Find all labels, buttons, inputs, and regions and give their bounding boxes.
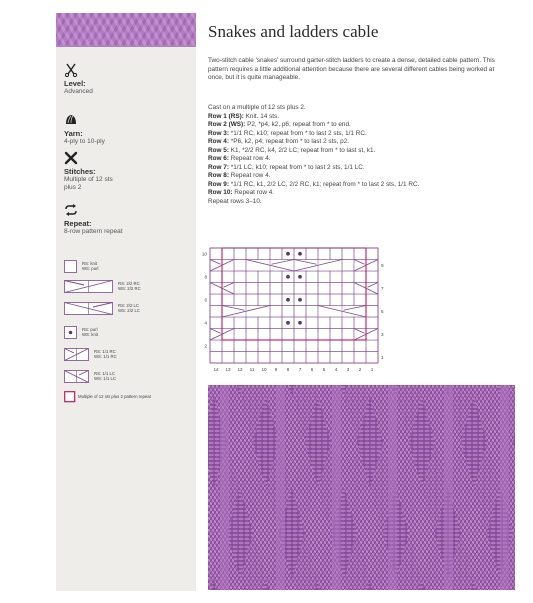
row-label: Row 9: <box>208 180 229 188</box>
cast-on-line: Cast on a multiple of 12 sts plus 2. <box>208 104 306 111</box>
row-text: Repeat row 4. <box>230 155 271 163</box>
row-label: Row 7: <box>208 163 229 171</box>
column-number: 12 <box>237 367 243 372</box>
purl-dot <box>298 321 302 325</box>
legend-purl-line2: WS: knit <box>82 332 98 338</box>
column-number: 3 <box>346 367 350 372</box>
row-line <box>208 147 518 156</box>
row-label: Row 1 (RS): <box>208 112 244 120</box>
column-number: 5 <box>322 367 326 372</box>
sidebar <box>56 13 196 591</box>
page-title: Snakes and ladders cable <box>208 22 379 41</box>
row-label: Row 4: <box>208 138 229 146</box>
row-text: Repeat row 4. <box>234 189 275 197</box>
legend-2-2-lc-line2: WS: 2/2 LC <box>118 308 140 314</box>
knit-symbol <box>64 260 78 274</box>
stitches-value-2: plus 2 <box>64 184 82 191</box>
stitches-label: Stitches: <box>64 167 96 176</box>
column-number: 9 <box>274 367 278 372</box>
level-info <box>64 63 93 96</box>
row-text: K1, *2/2 RC, k4, 2/2 LC; repeat from * to last st, k1. <box>230 146 376 154</box>
row-line <box>208 189 518 198</box>
repeat-info <box>64 203 123 236</box>
row-line <box>208 138 518 147</box>
row-number-right: 1 <box>381 354 384 360</box>
purl-dot <box>298 252 302 256</box>
repeat-line: Repeat rows 3–10. <box>208 198 262 206</box>
row-label: Row 2 (WS): <box>208 121 246 129</box>
rc-2-2-symbol <box>64 280 114 294</box>
row-line <box>208 121 518 130</box>
lc-1-1-symbol <box>64 370 90 384</box>
row-text: Knit. 14 sts. <box>245 112 280 120</box>
row-line <box>208 172 518 181</box>
row-number-right: 7 <box>381 285 384 291</box>
row-label: Row 8: <box>208 172 229 180</box>
column-number: 8 <box>286 367 290 372</box>
row-text: *1/1 LC, k10; repeat from * to last 2 sts, 1/1 LC. <box>230 163 365 171</box>
lc-2-2-symbol <box>64 302 114 316</box>
row-label: Row 6: <box>208 155 229 163</box>
row-number-left: 4 <box>204 320 207 326</box>
column-number: 4 <box>334 367 338 372</box>
column-number: 7 <box>298 367 302 372</box>
column-number: 1 <box>370 367 374 372</box>
row-line <box>208 181 518 190</box>
yarn-info <box>64 113 105 146</box>
row-line <box>208 164 518 173</box>
repeat-label: Repeat: <box>64 219 92 228</box>
level-label: Level: <box>64 79 86 88</box>
column-number: 10 <box>261 367 267 372</box>
repeat-box-symbol <box>64 391 76 403</box>
rc-1-1-symbol <box>64 348 90 362</box>
photo-shade <box>208 385 515 590</box>
purl-symbol <box>64 326 78 340</box>
pattern-instructions <box>208 104 518 207</box>
stitches-info <box>64 151 113 192</box>
level-value: Advanced <box>64 88 93 95</box>
legend-1-1-rc-line1: RS: 1/1 RC <box>94 349 116 354</box>
row-line <box>208 113 518 122</box>
purl-dot <box>298 298 302 302</box>
legend-2-2-rc-line1: RS: 2/2 RC <box>118 281 140 286</box>
repeat-value: 8-row pattern repeat <box>64 228 123 235</box>
yarn-ball-icon <box>64 113 78 127</box>
purl-dot <box>286 298 290 302</box>
column-number: 14 <box>213 367 219 372</box>
legend-1-1-lc-line2: WS: 1/1 LC <box>94 376 116 382</box>
row-number-left: 8 <box>204 274 207 280</box>
legend-knit-line2: WS: purl <box>82 266 99 272</box>
purl-dot <box>286 252 290 256</box>
column-number: 11 <box>249 367 255 372</box>
legend-repeat-text: Multiple of 12 sts plus 2 pattern repeat <box>78 394 151 399</box>
purl-dot <box>286 321 290 325</box>
row-text: *1/1 RC, k1, 2/2 LC, 2/2 RC, k1; repeat from * to last 2 sts, 1/1 RC. <box>230 180 420 188</box>
row-text: P2, *p4, k2, p6; repeat from * to end. <box>247 121 351 129</box>
column-number: 13 <box>225 367 231 372</box>
row-text: Repeat row 4. <box>230 172 271 180</box>
repeat-arrows-icon <box>64 203 78 217</box>
legend-2-2-lc-line1: RS: 2/2 LC <box>118 303 140 308</box>
row-line <box>208 130 518 139</box>
row-line <box>208 155 518 164</box>
row-number-left: 6 <box>204 297 207 303</box>
yarn-value: 4-ply to 10-ply <box>64 138 105 145</box>
legend-2-2-rc-line2: WS: 2/2 RC <box>118 286 141 292</box>
column-number: 6 <box>310 367 314 372</box>
row-text: *1/1 RC, k10; repeat from * to last 2 sts, 1/1 RC. <box>230 129 367 137</box>
legend-knit-line1: RS: knit <box>82 261 98 266</box>
stitch-chart <box>197 243 397 378</box>
row-label: Row 10: <box>208 189 233 197</box>
purl-dot <box>286 275 290 279</box>
yarn-label: Yarn: <box>64 129 83 138</box>
intro-paragraph: Two-stitch cable 'snakes' surround garter-stitch ladders to create a dense, detailed cable pattern. This pattern requires a little additional attention because there are several different cables being worked at once, but it is quite manageable. <box>208 57 495 82</box>
purl-dot <box>298 275 302 279</box>
row-number-right: 3 <box>381 331 384 337</box>
row-number-left: 10 <box>201 251 207 257</box>
column-number: 2 <box>358 367 362 372</box>
stitches-value-1: Multiple of 12 sts <box>64 176 113 183</box>
legend-1-1-lc-line1: RS: 1/1 LC <box>94 371 116 376</box>
row-label: Row 3: <box>208 129 229 137</box>
row-number-right: 9 <box>381 262 384 268</box>
row-number-left: 2 <box>204 343 207 349</box>
cross-stitch-icon <box>64 151 78 165</box>
row-number-right: 5 <box>381 308 384 314</box>
row-text: *P6, k2, p4; repeat from * to last 2 sts, p2. <box>230 138 350 146</box>
knit-swatch-thumbnail <box>56 13 196 47</box>
legend-1-1-rc-line2: WS: 1/1 RC <box>94 354 117 360</box>
legend-purl-line1: RS: purl <box>82 327 98 332</box>
scissors-icon <box>64 63 78 77</box>
knit-swatch-photo <box>208 385 515 590</box>
row-label: Row 5: <box>208 146 229 154</box>
